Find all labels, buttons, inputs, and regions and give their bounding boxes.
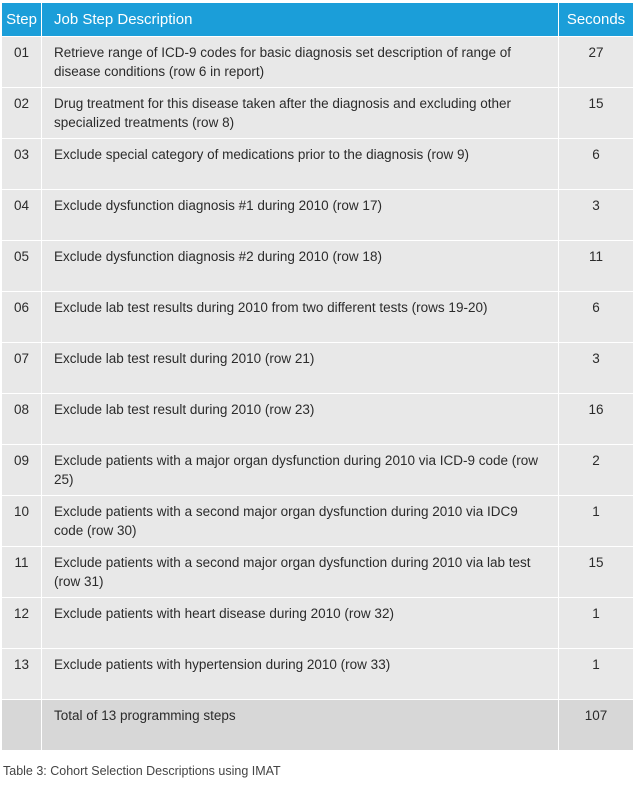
row-description: Exclude patients with a major organ dysfunction during 2010 via ICD-9 code (row 25) bbox=[42, 445, 559, 495]
row-seconds: 1 bbox=[559, 598, 633, 648]
job-steps-table bbox=[2, 3, 633, 750]
row-step: 06 bbox=[2, 292, 42, 342]
row-description: Exclude dysfunction diagnosis #2 during 2010 (row 18) bbox=[42, 241, 559, 291]
row-step: 09 bbox=[2, 445, 42, 495]
header-seconds: Seconds bbox=[559, 3, 633, 36]
row-description: Exclude patients with hypertension during 2010 (row 33) bbox=[42, 649, 559, 699]
row-seconds: 15 bbox=[559, 547, 633, 597]
row-step: 07 bbox=[2, 343, 42, 393]
total-description: Total of 13 programming steps bbox=[42, 700, 559, 750]
header-step: Step bbox=[2, 3, 42, 36]
row-description: Exclude special category of medications prior to the diagnosis (row 9) bbox=[42, 139, 559, 189]
row-seconds: 16 bbox=[559, 394, 633, 444]
row-step: 04 bbox=[2, 190, 42, 240]
row-step: 13 bbox=[2, 649, 42, 699]
row-description: Exclude patients with a second major organ dysfunction during 2010 via lab test (row 31) bbox=[42, 547, 559, 597]
row-step: 01 bbox=[2, 37, 42, 87]
total-step bbox=[2, 700, 42, 750]
row-description: Exclude lab test result during 2010 (row 21) bbox=[42, 343, 559, 393]
row-description: Exclude lab test result during 2010 (row 23) bbox=[42, 394, 559, 444]
row-step: 11 bbox=[2, 547, 42, 597]
row-description: Exclude patients with heart disease during 2010 (row 32) bbox=[42, 598, 559, 648]
row-description: Exclude dysfunction diagnosis #1 during 2010 (row 17) bbox=[42, 190, 559, 240]
row-seconds: 1 bbox=[559, 496, 633, 546]
row-seconds: 6 bbox=[559, 139, 633, 189]
row-step: 08 bbox=[2, 394, 42, 444]
row-seconds: 1 bbox=[559, 649, 633, 699]
row-seconds: 27 bbox=[559, 37, 633, 87]
row-description: Exclude patients with a second major organ dysfunction during 2010 via IDC9 code (row 30) bbox=[42, 496, 559, 546]
row-description: Exclude lab test results during 2010 from two different tests (rows 19-20) bbox=[42, 292, 559, 342]
total-seconds: 107 bbox=[559, 700, 633, 750]
row-seconds: 11 bbox=[559, 241, 633, 291]
row-step: 12 bbox=[2, 598, 42, 648]
row-description: Drug treatment for this disease taken after the diagnosis and excluding other specialized treatments (row 8) bbox=[42, 88, 559, 138]
row-step: 05 bbox=[2, 241, 42, 291]
table-caption: Table 3: Cohort Selection Descriptions using IMAT bbox=[3, 764, 281, 778]
row-seconds: 6 bbox=[559, 292, 633, 342]
header-description: Job Step Description bbox=[42, 3, 559, 36]
row-seconds: 3 bbox=[559, 343, 633, 393]
row-description: Retrieve range of ICD-9 codes for basic diagnosis set description of range of disease conditions (row 6 in report) bbox=[42, 37, 559, 87]
row-seconds: 3 bbox=[559, 190, 633, 240]
row-step: 03 bbox=[2, 139, 42, 189]
row-seconds: 2 bbox=[559, 445, 633, 495]
row-seconds: 15 bbox=[559, 88, 633, 138]
row-step: 10 bbox=[2, 496, 42, 546]
row-step: 02 bbox=[2, 88, 42, 138]
